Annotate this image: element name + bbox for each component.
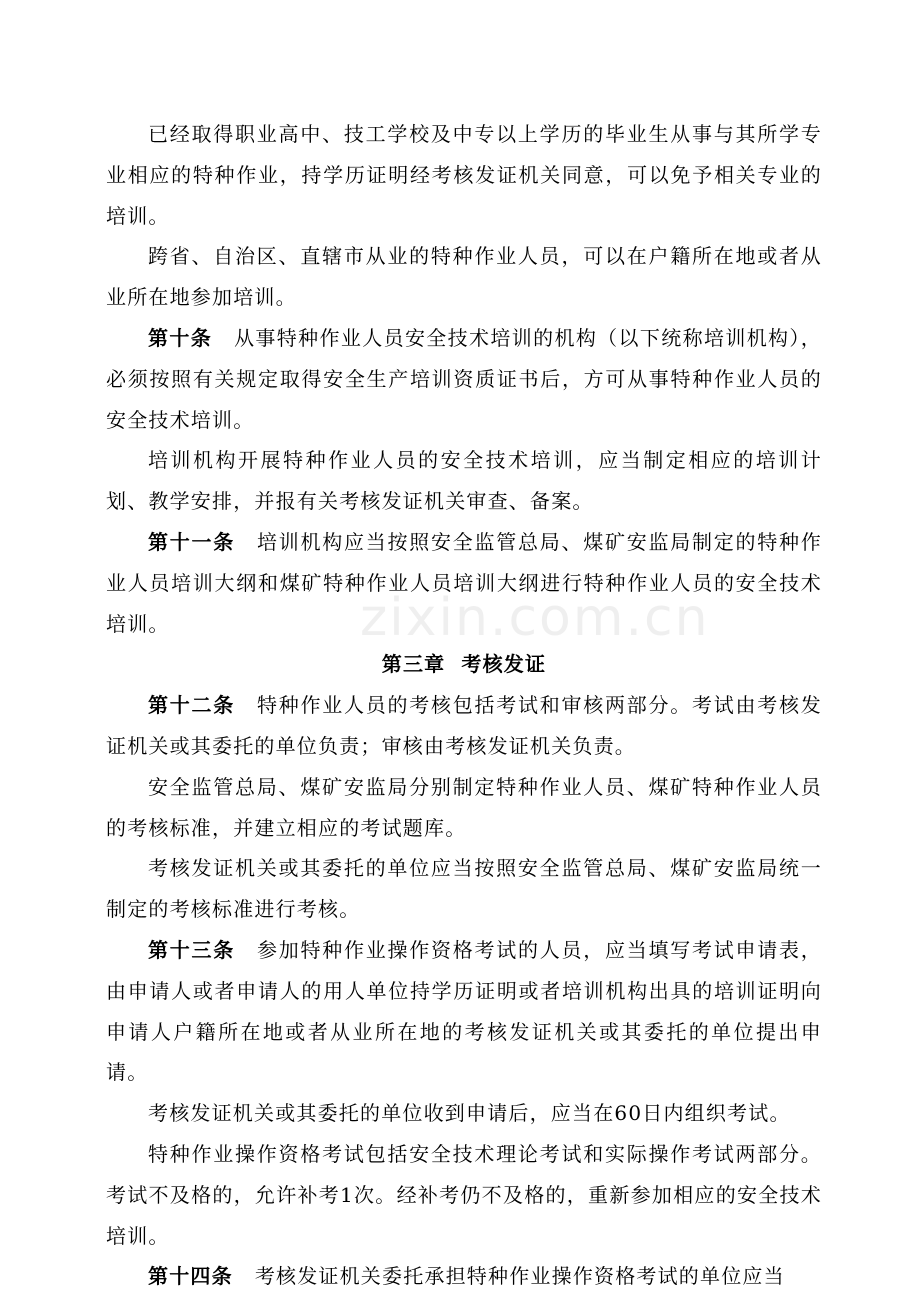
article-number: 第十一条 [148,529,236,554]
chapter-heading: 第三章 考核发证 [381,652,547,677]
paragraph: 跨省、自治区、直辖市从业的特种作业人员，可以在户籍所在地或者从业所在地参加培训。 [106,244,822,310]
paragraph: 考核发证机关或其委托的单位应当按照安全监管总局、煤矿安监局统一制定的考核标准进行考核。 [106,856,822,922]
paragraph: 考核发证机关或其委托的单位收到申请后，应当在60日内组织考试。 [148,1101,791,1126]
article-number: 第十三条 [148,937,236,962]
paragraph: 安全监管总局、煤矿安监局分别制定特种作业人员、煤矿特种作业人员的考核标准，并建立相应的考试题库。 [106,774,822,840]
paragraph: 培训机构开展特种作业人员的安全技术培训，应当制定相应的培训计划、教学安排，并报有关考核发证机关审查、备案。 [106,448,822,514]
document-body [106,114,822,1297]
article-12: 第十二条 特种作业人员的考核包括考试和审核两部分。考试由考核发证机关或其委托的单位负责；审核由考核发证机关负责。 [106,693,822,758]
article-number: 第十四条 [148,1264,233,1289]
article-14: 第十四条 考核发证机关委托承担特种作业操作资格考试的单位应当 [148,1264,785,1289]
watermark: zixin.com.cn [360,588,710,648]
article-11: 第十一条 培训机构应当按照安全监管总局、煤矿安监局制定的特种作业人员培训大纲和煤矿特种作业人员培训大纲进行特种作业人员的安全技术培训。 [106,529,822,636]
article-10: 第十条 从事特种作业人员安全技术培训的机构（以下统称培训机构），必须按照有关规定取得安全生产培训资质证书后，方可从事特种作业人员的安全技术培训。 [106,325,822,432]
paragraph: 特种作业操作资格考试包括安全技术理论考试和实际操作考试两部分。考试不及格的，允许补考1次。经补考仍不及格的，重新参加相应的安全技术培训。 [106,1141,822,1248]
article-number: 第十二条 [148,693,236,718]
paragraph: 已经取得职业高中、技工学校及中专以上学历的毕业生从事与其所学专业相应的特种作业，持学历证明经考核发证机关同意，可以免予相关专业的培训。 [106,122,822,228]
article-number: 第十条 [148,325,213,350]
article-13: 第十三条 参加特种作业操作资格考试的人员，应当填写考试申请表，由申请人或者申请人的用人单位持学历证明或者培训机构出具的培训证明向申请人户籍所在地或者从业所在地的考核发证机关或其委托的单位提出申请。 [106,937,822,1085]
